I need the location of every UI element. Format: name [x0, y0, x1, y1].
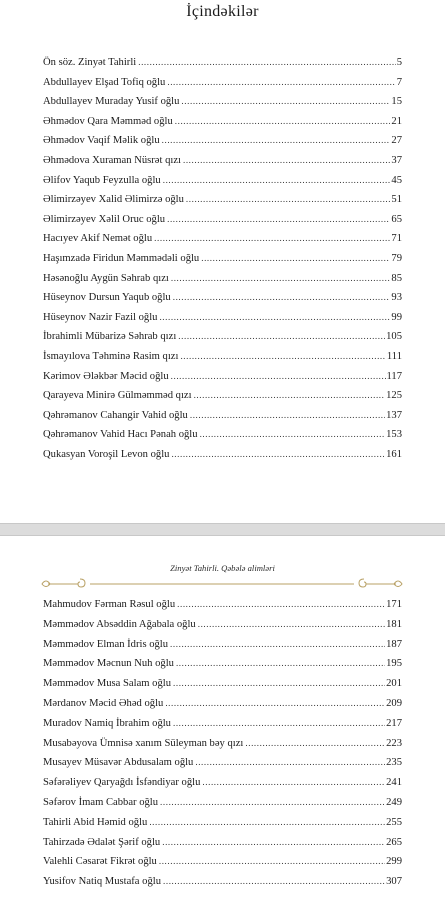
toc-entry-title: Haşımzadə Firidun Məmmədəli oğlu	[43, 252, 200, 264]
toc-entry-title: Məmmədov Məcnun Nuh oğlu	[43, 658, 174, 670]
toc-entry-title: Abdullayev Muraday Yusif oğlu	[43, 96, 180, 108]
toc-entry[interactable]	[43, 57, 402, 77]
toc-entry[interactable]	[43, 214, 402, 234]
toc-entry[interactable]	[43, 96, 402, 116]
toc-entry[interactable]	[43, 135, 402, 155]
dot-leader	[171, 273, 391, 283]
ornament-divider	[40, 576, 404, 590]
toc-entry-page-number: 105	[386, 331, 402, 343]
dot-leader	[170, 639, 385, 649]
toc-entry[interactable]	[43, 410, 402, 430]
toc-entry-page-number: 15	[391, 96, 402, 108]
toc-list-2	[43, 599, 402, 896]
toc-entry-title: Mərdanov Məcid Əhəd oğlu	[43, 697, 164, 709]
toc-entry-title: Abdullayev Elşad Tofiq oğlu	[43, 76, 166, 88]
toc-entry[interactable]	[43, 639, 402, 659]
toc-entry-title: Məmmədov Elman İdris oğlu	[43, 638, 169, 650]
dot-leader	[194, 390, 386, 400]
running-head: Zinyət Tahirli. Qəbələ alimləri	[170, 563, 275, 573]
toc-entry[interactable]	[43, 253, 402, 273]
dot-leader	[163, 876, 385, 886]
toc-entry[interactable]	[43, 351, 402, 371]
toc-entry[interactable]	[43, 837, 402, 857]
toc-entry-page-number: 153	[386, 429, 402, 441]
toc-entry-title: Əlifov Yaqub Feyzulla oğlu	[43, 174, 161, 186]
toc-entry-title: Səfərov İmam Cabbar oğlu	[43, 796, 159, 808]
toc-entry[interactable]	[43, 233, 402, 253]
toc-entry-page-number: 27	[391, 135, 402, 147]
dot-leader	[173, 718, 385, 728]
toc-entry-title: Tahirli Abid Həmid oğlu	[43, 816, 148, 828]
toc-entry-title: İbrahimli Mübarizə Səhrab qızı	[43, 331, 177, 343]
toc-entry-page-number: 299	[386, 856, 402, 868]
dot-leader	[162, 837, 385, 847]
dot-leader	[245, 738, 385, 748]
toc-entry-title: Valehli Cəsarət Fikrət oğlu	[43, 856, 157, 868]
dot-leader	[165, 698, 385, 708]
toc-entry-page-number: 85	[391, 272, 402, 284]
toc-entry-page-number: 93	[391, 292, 402, 304]
toc-entry[interactable]	[43, 757, 402, 777]
toc-entry-page-number: 137	[386, 409, 402, 421]
dot-leader	[149, 817, 385, 827]
dot-leader	[181, 96, 390, 106]
dot-leader	[200, 429, 386, 439]
dot-leader	[154, 233, 390, 243]
toc-entry-page-number: 111	[386, 350, 402, 362]
toc-entry[interactable]	[43, 738, 402, 758]
toc-entry-page-number: 125	[386, 390, 402, 402]
toc-entry-title: Əhmədova Xuraman Nüsrət qızı	[43, 154, 181, 166]
toc-entry-title: İsmayılova Təhminə Rasim qızı	[43, 350, 179, 362]
toc-entry-page-number: 265	[386, 836, 402, 848]
toc-entry-page-number: 181	[386, 618, 402, 630]
dot-leader	[177, 599, 385, 609]
toc-entry-title: Hüseynov Dursun Yaqub oğlu	[43, 292, 171, 304]
toc-entry-page-number: 223	[386, 737, 402, 749]
toc-entry-title: Qukasyan Voroşil Levon oğlu	[43, 448, 170, 460]
toc-entry[interactable]	[43, 429, 402, 449]
toc-entry-title: Məmmədov Musa Salam oğlu	[43, 678, 171, 690]
dot-leader	[160, 797, 385, 807]
toc-entry-page-number: 171	[386, 599, 402, 610]
dot-leader	[173, 292, 391, 302]
toc-entry-page-number: 71	[391, 233, 402, 245]
toc-entry[interactable]	[43, 77, 402, 97]
toc-entry[interactable]	[43, 273, 402, 293]
toc-entry[interactable]	[43, 718, 402, 738]
toc-entry-page-number: 65	[391, 213, 402, 225]
toc-entry-title: Əhmədov Vaqif Məlik oğlu	[43, 135, 160, 147]
toc-entry-page-number: 117	[386, 370, 402, 382]
dot-leader	[173, 678, 385, 688]
toc-entry-title: Yusifov Natiq Mustafa oğlu	[43, 876, 161, 888]
dot-leader	[171, 371, 386, 381]
toc-entry[interactable]	[43, 371, 402, 391]
toc-list-1	[43, 57, 402, 468]
toc-entry[interactable]	[43, 619, 402, 639]
toc-entry-title: Qəhrəmanov Cahangir Vahid oğlu	[43, 409, 188, 421]
toc-entry[interactable]	[43, 292, 402, 312]
toc-entry-page-number: 79	[391, 252, 402, 264]
dot-leader	[175, 116, 391, 126]
dot-leader	[198, 619, 385, 629]
toc-entry[interactable]	[43, 599, 402, 619]
toc-entry-page-number: 217	[386, 717, 402, 729]
toc-entry-page-number: 195	[386, 658, 402, 670]
toc-entry-page-number: 5	[396, 57, 402, 68]
dot-leader	[178, 331, 385, 341]
toc-entry-title: Qarayeva Minirə Gülməmməd qızı	[43, 390, 192, 402]
dot-leader	[159, 856, 385, 866]
dot-leader	[162, 135, 391, 145]
dot-leader	[159, 312, 390, 322]
dot-leader	[183, 155, 390, 165]
toc-entry-page-number: 255	[386, 816, 402, 828]
toc-entry[interactable]	[43, 698, 402, 718]
dot-leader	[180, 351, 385, 361]
dot-leader	[190, 410, 385, 420]
toc-entry-page-number: 249	[386, 796, 402, 808]
toc-entry[interactable]	[43, 175, 402, 195]
toc-entry-page-number: 235	[386, 757, 402, 769]
toc-entry-title: Mahmudov Fərman Rəsul oğlu	[43, 599, 176, 610]
toc-entry-title: Ön söz. Zinyət Tahirli	[43, 57, 137, 68]
dot-leader	[201, 253, 390, 263]
toc-entry[interactable]	[43, 856, 402, 876]
dot-leader	[195, 757, 385, 767]
toc-entry-page-number: 209	[386, 697, 402, 709]
toc-entry-title: Əhmədov Qara Məmməd oğlu	[43, 115, 173, 127]
toc-entry-page-number: 99	[391, 311, 402, 323]
toc-entry-title: Hüseynov Nazir Fazil oğlu	[43, 311, 158, 323]
toc-entry-title: Həsənoğlu Aygün Səhrab qızı	[43, 272, 169, 284]
toc-entry-title: Musabəyova Ümnisə xanım Süleyman bəy qızı	[43, 737, 244, 749]
toc-entry-page-number: 45	[391, 174, 402, 186]
toc-entry[interactable]	[43, 116, 402, 136]
toc-entry[interactable]	[43, 817, 402, 837]
toc-entry-page-number: 37	[391, 154, 402, 166]
dot-leader	[186, 194, 390, 204]
dot-leader	[176, 658, 385, 668]
toc-entry[interactable]	[43, 312, 402, 332]
toc-entry-page-number: 7	[396, 76, 402, 88]
toc-entry[interactable]	[43, 876, 402, 896]
toc-entry-title: Qəhrəmanov Vahid Hacı Pənah oğlu	[43, 429, 198, 441]
toc-entry[interactable]	[43, 155, 402, 175]
toc-entry-title: Hacıyev Akif Nemət oğlu	[43, 233, 153, 245]
toc-entry-title: Əlimirzəyev Xəlil Oruc oğlu	[43, 213, 166, 225]
toc-entry[interactable]	[43, 331, 402, 351]
toc-entry-title: Kərimov Ələkbər Məcid oğlu	[43, 370, 169, 382]
toc-entry[interactable]	[43, 390, 402, 410]
toc-entry-title: Tahirzadə Ədalət Şərif oğlu	[43, 836, 161, 848]
toc-entry-page-number: 21	[391, 115, 402, 127]
toc-entry[interactable]	[43, 797, 402, 817]
dot-leader	[167, 214, 390, 224]
dot-leader	[138, 57, 395, 67]
toc-entry-title: Məmmədov Absəddin Ağabala oğlu	[43, 618, 196, 630]
toc-entry[interactable]	[43, 449, 402, 469]
toc-entry-title: Musayev Müsavər Abdusalam oğlu	[43, 757, 194, 769]
page-separator	[0, 523, 445, 536]
toc-entry-page-number: 307	[386, 876, 402, 888]
toc-entry[interactable]	[43, 658, 402, 678]
dot-leader	[171, 449, 385, 459]
toc-entry-page-number: 201	[386, 678, 402, 690]
toc-entry-page-number: 161	[386, 448, 402, 460]
toc-entry[interactable]	[43, 194, 402, 214]
toc-entry-page-number: 51	[391, 194, 402, 206]
page-title: İçindəkilər	[186, 3, 259, 20]
dot-leader	[202, 777, 385, 787]
toc-entry-page-number: 187	[386, 638, 402, 650]
toc-entry[interactable]	[43, 678, 402, 698]
toc-entry-title: Əlimirzəyev Xalid Əlimirzə oğlu	[43, 194, 184, 206]
toc-entry-page-number: 241	[386, 777, 402, 789]
toc-page-2	[0, 536, 445, 912]
dot-leader	[167, 77, 395, 87]
toc-entry-title: Səfərəliyev Qaryağdı İsfəndiyar oğlu	[43, 777, 201, 789]
toc-entry[interactable]	[43, 777, 402, 797]
toc-entry-title: Muradov Namiq İbrahim oğlu	[43, 717, 171, 729]
dot-leader	[163, 175, 391, 185]
